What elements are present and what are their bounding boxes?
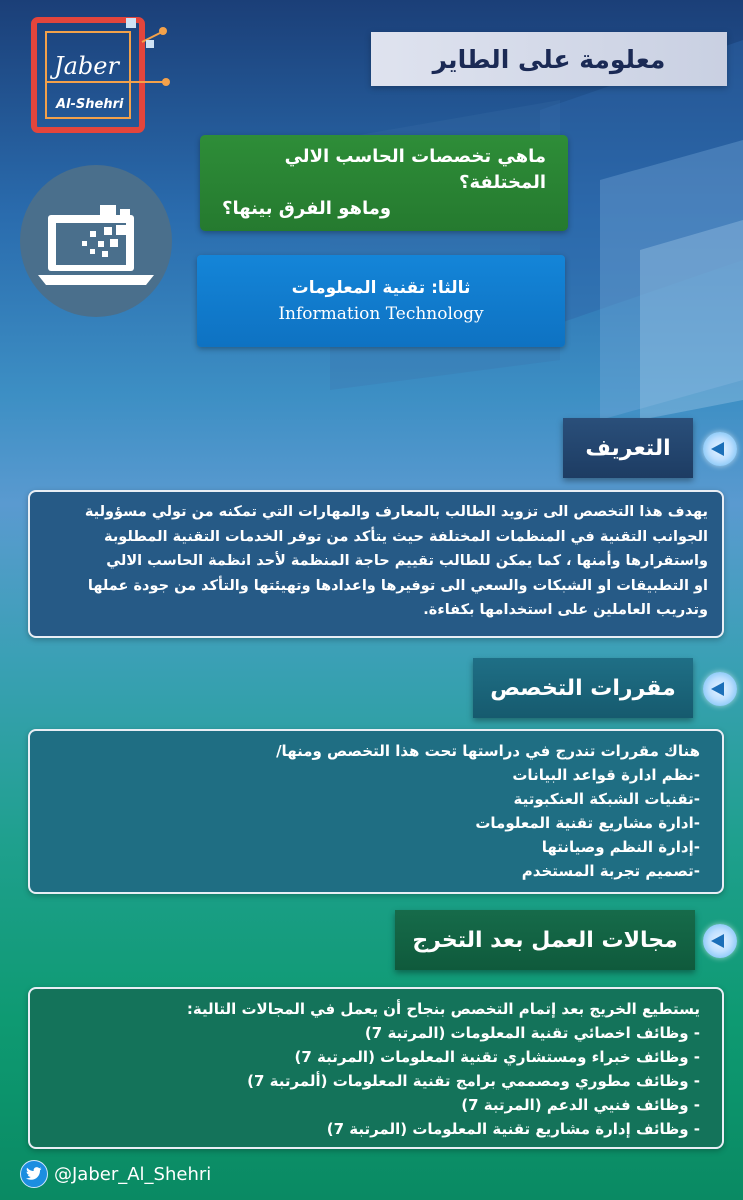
course-item: -تصميم تجربة المستخدم <box>521 862 700 880</box>
page-title: معلومة على الطاير <box>432 44 666 74</box>
career-item: - وظائف فنيي الدعم (المرتبة 7) <box>461 1096 700 1114</box>
careers-intro: يستطيع الخريج بعد إتمام التخصص بنجاح أن يعمل في المجالات التالية: <box>186 1000 700 1018</box>
specialty-box <box>197 255 565 347</box>
course-item: -نظم ادارة قواعد البيانات <box>512 766 700 784</box>
career-item: - وظائف مطوري ومصممي برامج تقنية المعلومات (ألمرتبة 7) <box>247 1072 700 1090</box>
handle-text: @Jaber_Al_Shehri <box>54 1163 212 1185</box>
arrow-icon <box>703 432 737 466</box>
course-item: -إدارة النظم وصيانتها <box>541 838 700 856</box>
definition-heading: التعريف <box>563 418 693 478</box>
logo-name: Jaber <box>54 52 119 80</box>
question-box <box>200 135 568 231</box>
question-line-1: ماهي تخصصات الحاسب الالي المختلفة؟ <box>284 146 546 193</box>
careers-heading: مجالات العمل بعد التخرج <box>395 910 695 970</box>
specialty-english: Information Technology <box>278 304 484 324</box>
career-item: - وظائف إدارة مشاريع تقنية المعلومات (المرتبة 7) <box>326 1120 700 1138</box>
arrow-icon <box>703 924 737 958</box>
course-item: -ادارة مشاريع تقنية المعلومات <box>475 814 700 832</box>
definition-line: وتدريب العاملين على استخدامها بكفاءة. <box>423 602 708 618</box>
laptop-icon <box>20 165 172 317</box>
courses-intro: هناك مقررات تندرج في دراستها تحت هذا التخصص ومنها/ <box>276 742 700 760</box>
careers-panel <box>28 987 724 1149</box>
specialty-arabic: ثالثا: تقنية المعلومات <box>291 278 471 298</box>
definition-line: واستقرارها وأمنها ، كما يمكن للطالب تقييم حاجة المنظمة لأحد انظمة الحاسب الالي <box>106 553 708 569</box>
definition-line: او التطبيقات او الشبكات والسعي الى توفيرها واعدادها وتهيئتها والتأكد من جودة عملها <box>87 577 708 594</box>
definition-panel <box>28 490 724 638</box>
laptop-illustration <box>20 165 172 317</box>
question-line-2: وماهو الفرق بينها؟ <box>222 198 392 219</box>
course-item: -تقنيات الشبكة العنكبوتية <box>513 790 700 808</box>
career-item: - وظائف خبراء ومستشاري تقنية المعلومات (المرتبة 7) <box>294 1048 700 1066</box>
arrow-icon <box>703 672 737 706</box>
definition-line: يهدف هذا التخصص الى تزويد الطالب بالمعارف والمهارات التي تمكنه من تولي مسؤولية <box>84 504 708 520</box>
courses-panel <box>28 729 724 894</box>
brand-logo <box>16 12 176 142</box>
twitter-icon <box>20 1160 48 1188</box>
twitter-handle[interactable] <box>20 1160 211 1188</box>
logo-subtitle: Al-Shehri <box>56 97 124 112</box>
courses-heading: مقررات التخصص <box>473 658 693 718</box>
definition-line: الجوانب التقنية في المنظمات المختلفة حيث يتأكد من توفر الخدمات التقنية المطلوبة <box>104 528 708 545</box>
career-item: - وظائف اخصائي تقنية المعلومات (المرتبة 7) <box>364 1024 700 1042</box>
header-title-bar <box>371 32 727 86</box>
